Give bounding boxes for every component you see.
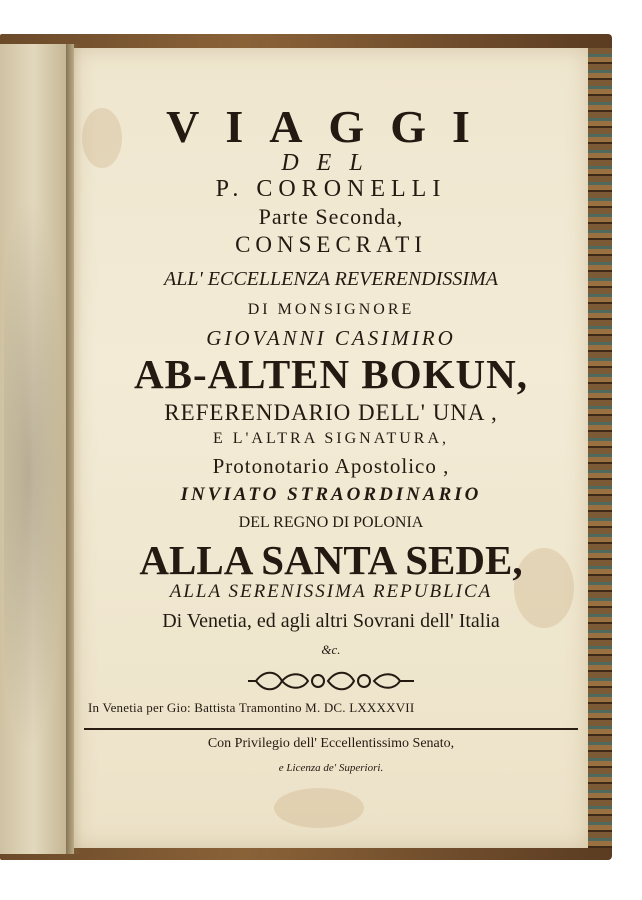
office-line-3: Protonotario Apostolico , xyxy=(212,454,450,478)
etc-line: &c. xyxy=(321,642,341,657)
imprint-rule xyxy=(84,728,578,730)
license-line: e Licenza de' Superiori. xyxy=(278,762,384,774)
title-del: DEL xyxy=(281,150,381,176)
dedicatee-given-name: GIOVANNI CASIMIRO xyxy=(206,326,456,350)
venice-line: Di Venetia, ed agli altri Sovrani dell' Italia xyxy=(162,610,500,632)
printers-ornament-icon xyxy=(246,668,418,694)
dedication-line-2: DI MONSIGNORE xyxy=(247,301,415,318)
republic-line: ALLA SERENISSIMA REPUBLICA xyxy=(169,581,493,602)
office-line-1: REFERENDARIO DELL' UNA , xyxy=(164,400,498,425)
part-label: Parte Seconda, xyxy=(258,204,404,229)
dedicatee-family-name: AB-ALTEN BOKUN, xyxy=(134,351,528,397)
show-through-engraving xyxy=(4,194,66,754)
title-page-text xyxy=(74,48,588,848)
holy-see-line: ALLA SANTA SEDE, xyxy=(139,537,523,583)
office-line-5: DEL REGNO DI POLONIA xyxy=(238,514,424,531)
office-line-4: INVIATO STRAORDINARIO xyxy=(180,484,482,505)
dedication-line-1: ALL' ECCELLENZA REVERENDISSIMA xyxy=(164,268,498,290)
book-gutter xyxy=(66,44,82,854)
imprint-line: In Venetia per Gio: Battista Tramontino M. DC. LXXXXVII xyxy=(88,700,415,715)
office-line-2: E L'ALTRA SIGNATURA, xyxy=(212,430,450,447)
frontispiece-page xyxy=(0,44,74,854)
title-page xyxy=(74,48,588,848)
privilege-line: Con Privilegio dell' Eccellentissimo Senato, xyxy=(207,736,455,751)
consecrati-label: CONSECRATI xyxy=(235,232,427,257)
book-title: VIAGGI xyxy=(166,101,496,152)
author-name: P. CORONELLI xyxy=(215,176,447,202)
marbled-edge xyxy=(586,48,612,848)
